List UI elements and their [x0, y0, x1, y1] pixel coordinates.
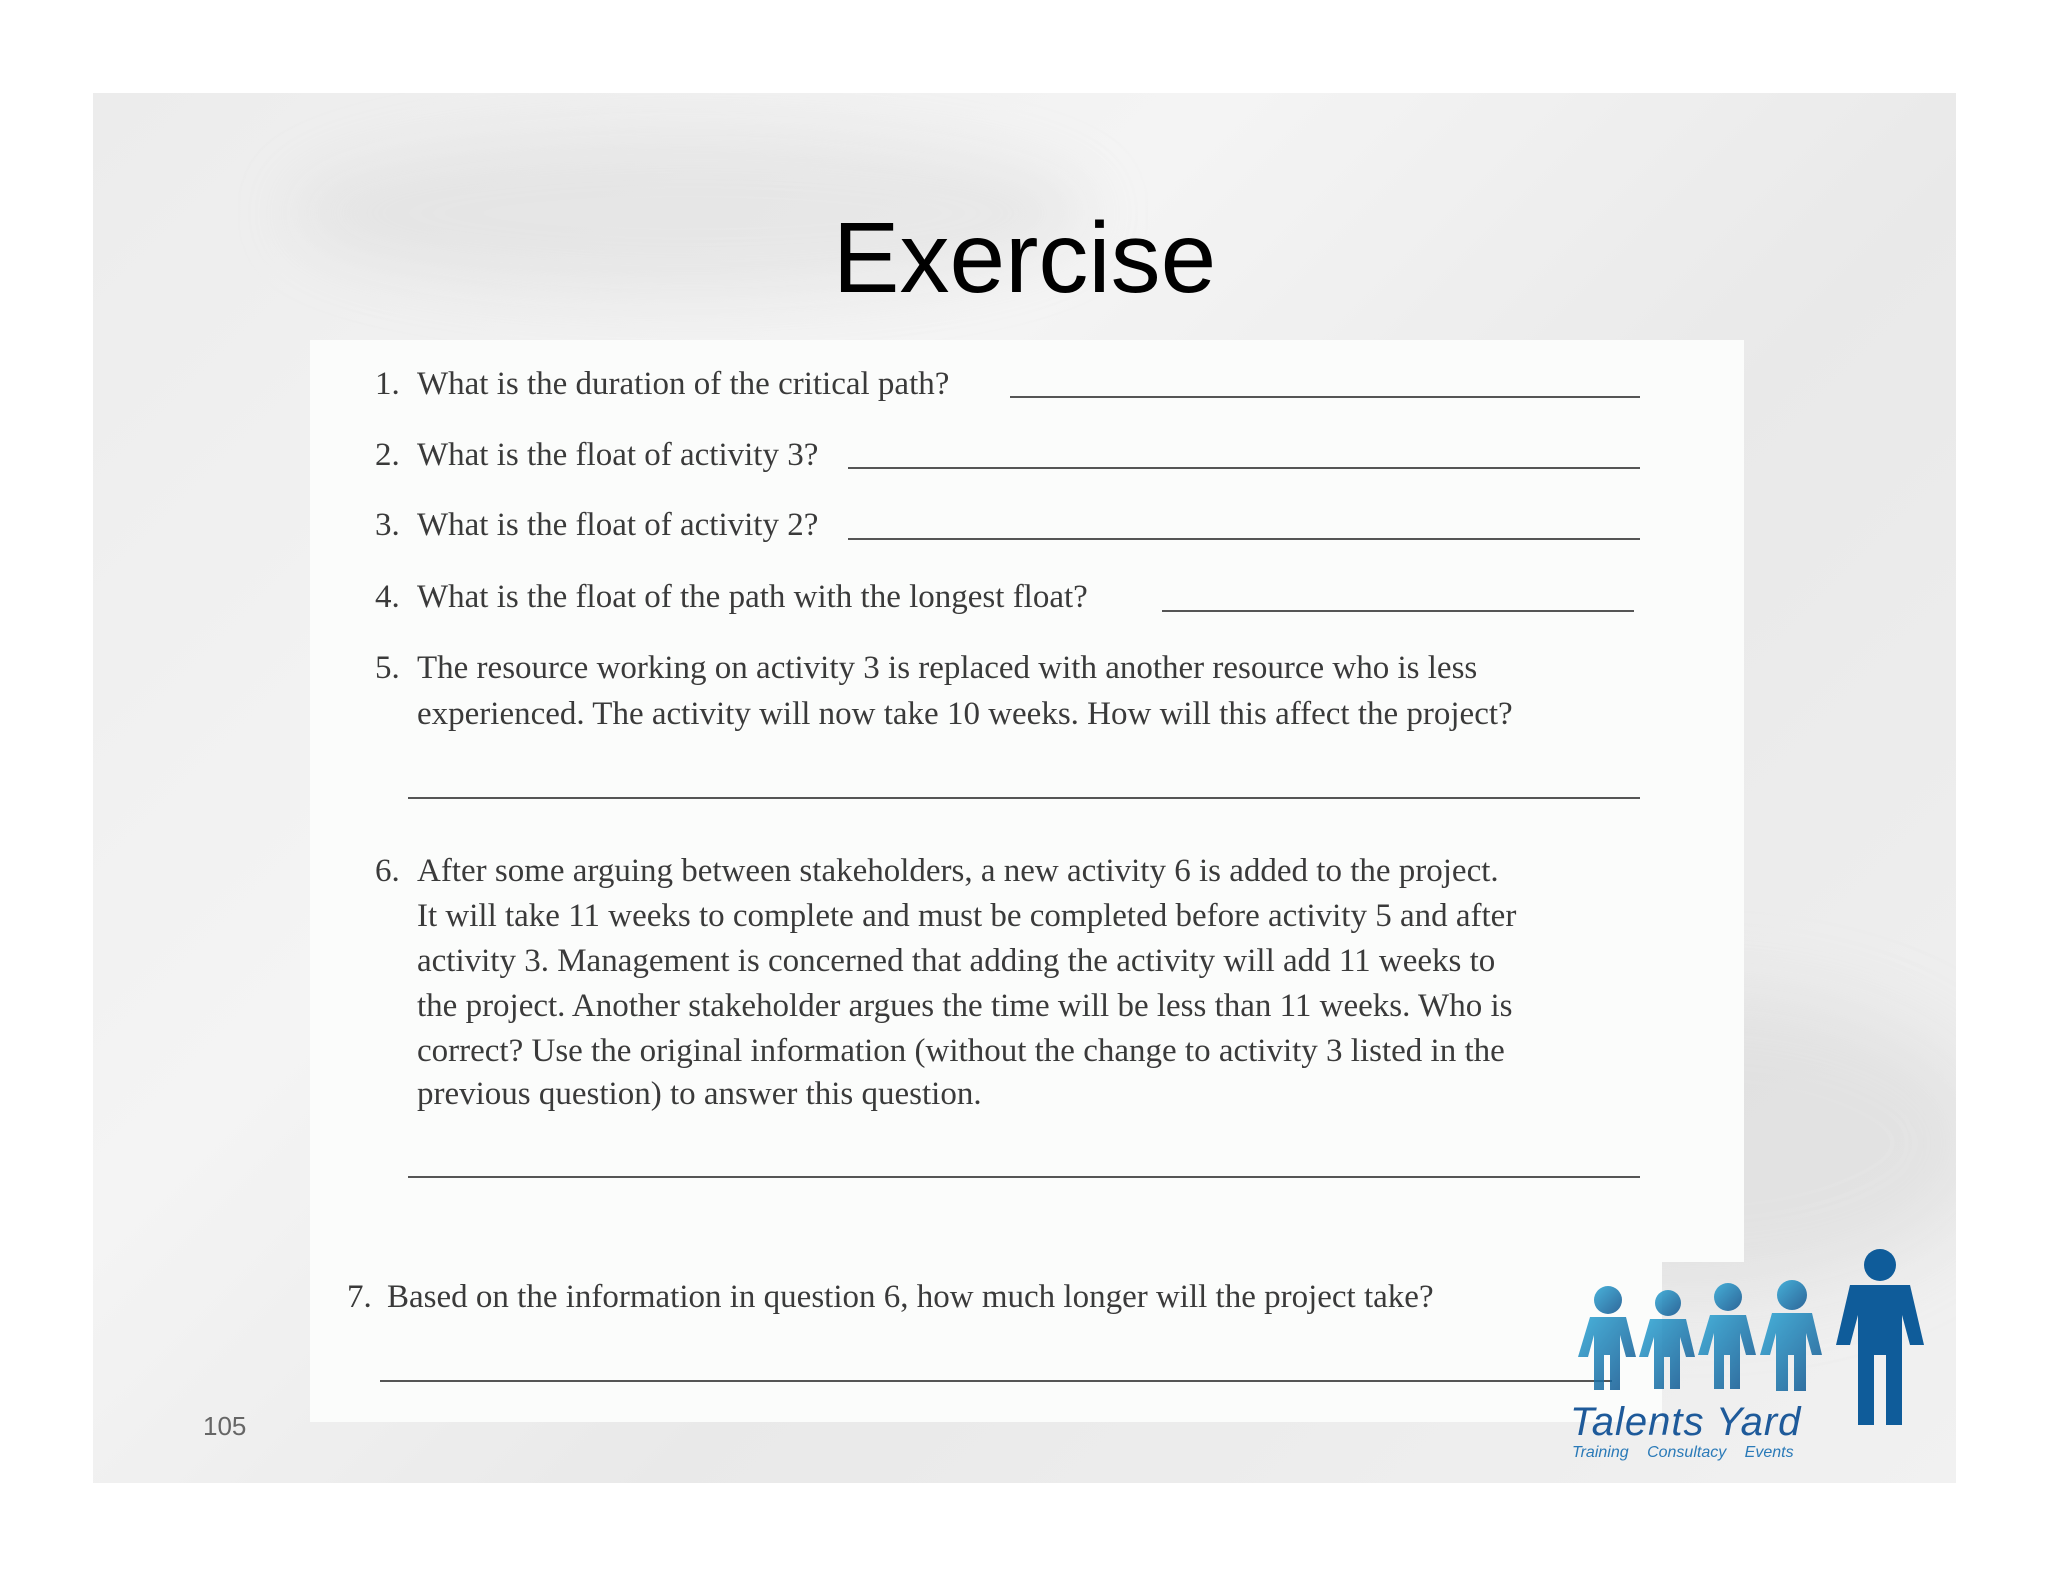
question-text-line: correct? Use the original information (without the change to activity 3 listed in the — [417, 1033, 1505, 1069]
question-text-line: experienced. The activity will now take 10 weeks. How will this affect the project? — [417, 696, 1513, 732]
answer-line[interactable] — [408, 1176, 1640, 1178]
question-text-line: previous question) to answer this question. — [417, 1076, 982, 1112]
logo-tagline: Training Consultacy Events — [1572, 1444, 1794, 1461]
answer-line[interactable] — [848, 467, 1640, 469]
question-number: 3. — [375, 507, 400, 543]
answer-line[interactable] — [848, 538, 1640, 540]
logo-name: Talents Yard — [1570, 1400, 1802, 1444]
question-text: What is the float of activity 3? — [417, 437, 819, 473]
question-text: What is the duration of the critical path? — [417, 366, 950, 402]
question-text: After some arguing between stakeholders, a new activity 6 is added to the project. — [417, 853, 1499, 889]
question-text: The resource working on activity 3 is replaced with another resource who is less — [417, 650, 1478, 686]
answer-line[interactable] — [1010, 396, 1640, 398]
question-number: 4. — [375, 579, 400, 615]
question-text: What is the float of the path with the longest float? — [417, 579, 1088, 615]
question-text-line: It will take 11 weeks to complete and must be completed before activity 5 and after — [417, 898, 1517, 934]
page-number: 105 — [203, 1411, 247, 1441]
leader-silhouette-icon — [1836, 1249, 1924, 1425]
question-number: 2. — [375, 437, 400, 473]
question-text-line: the project. Another stakeholder argues the time will be less than 11 weeks. Who is — [417, 988, 1513, 1024]
question-number: 1. — [375, 366, 400, 402]
answer-line[interactable] — [408, 797, 1640, 799]
question-text: Based on the information in question 6, how much longer will the project take? — [387, 1279, 1434, 1315]
question-number: 5. — [375, 650, 400, 686]
question-number: 7. — [347, 1279, 372, 1315]
answer-line[interactable] — [380, 1380, 1612, 1382]
answer-line[interactable] — [1162, 610, 1634, 612]
question-number: 6. — [375, 853, 400, 889]
worksheet-top — [310, 340, 1744, 1262]
people-silhouettes-icon — [1578, 1280, 1822, 1391]
question-text: What is the float of activity 2? — [417, 507, 819, 543]
slide-title: Exercise — [832, 202, 1217, 314]
question-text-line: activity 3. Management is concerned that adding the activity will add 11 weeks to — [417, 943, 1496, 979]
